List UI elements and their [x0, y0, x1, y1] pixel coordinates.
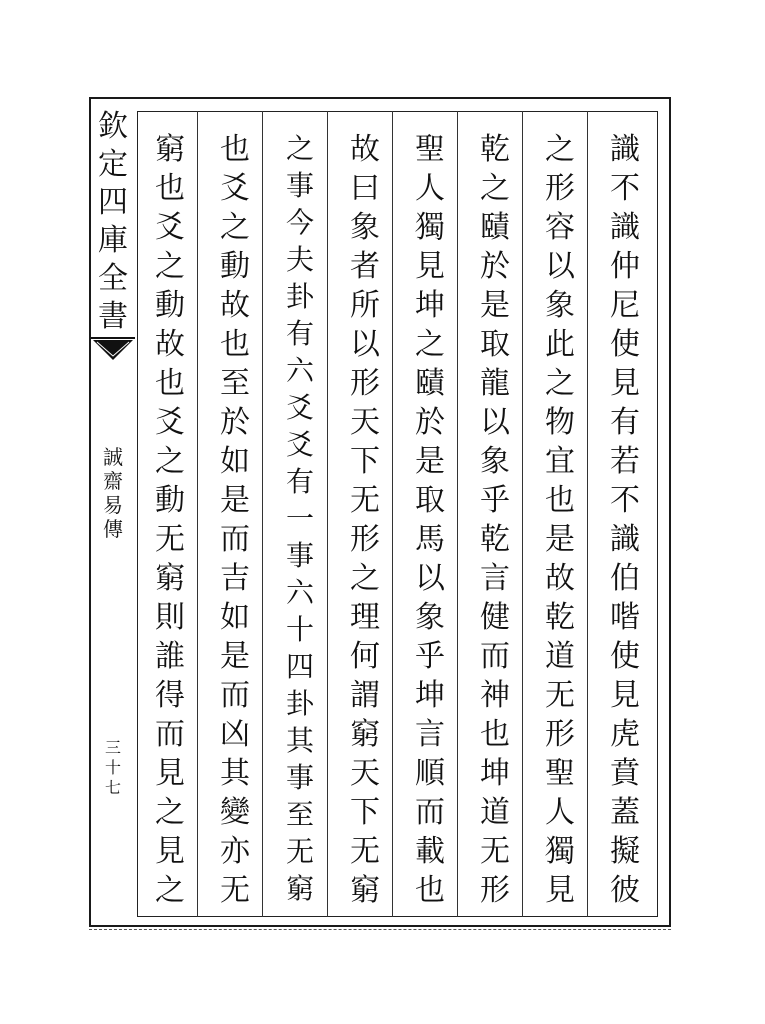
text-glyph: 於	[220, 405, 250, 440]
text-column	[207, 130, 263, 910]
text-glyph: 无	[350, 483, 380, 518]
text-glyph: 夫	[285, 243, 314, 276]
text-glyph: 彼	[610, 873, 640, 908]
margin-collection-title	[89, 108, 137, 336]
text-glyph: 虎	[610, 717, 640, 752]
text-glyph: 見	[155, 834, 185, 869]
text-glyph: 窮	[350, 873, 380, 908]
text-glyph: 无	[545, 678, 575, 713]
text-glyph: 象	[350, 210, 380, 245]
text-glyph: 何	[350, 639, 380, 674]
text-glyph: 是	[220, 639, 250, 674]
text-glyph: 至	[220, 366, 250, 401]
text-glyph: 事	[285, 539, 314, 572]
text-glyph: 而	[220, 678, 250, 713]
text-glyph: 理	[350, 600, 380, 635]
text-glyph: 四	[285, 650, 314, 683]
text-glyph: 坤	[415, 288, 445, 323]
text-glyph: 於	[415, 405, 445, 440]
margin-glyph: 易	[103, 493, 123, 517]
text-glyph: 識	[610, 210, 640, 245]
text-glyph: 天	[350, 405, 380, 440]
margin-glyph: 欽	[98, 109, 128, 144]
text-glyph: 形	[480, 873, 510, 908]
margin-glyph: 庫	[98, 223, 128, 258]
text-glyph: 載	[415, 834, 445, 869]
text-glyph: 見	[545, 873, 575, 908]
text-glyph: 故	[545, 561, 575, 596]
text-glyph: 窮	[155, 561, 185, 596]
text-glyph: 坤	[480, 756, 510, 791]
text-glyph: 謂	[350, 678, 380, 713]
text-glyph: 今	[285, 206, 314, 239]
text-glyph: 也	[415, 873, 445, 908]
text-glyph: 而	[480, 639, 510, 674]
margin-glyph: 七	[104, 778, 121, 797]
margin-page-number	[89, 738, 137, 798]
text-glyph: 爻	[285, 428, 314, 461]
margin-glyph: 誠	[103, 445, 123, 469]
text-glyph: 之	[480, 171, 510, 206]
text-glyph: 賾	[480, 210, 510, 245]
text-glyph: 之	[545, 366, 575, 401]
text-glyph: 言	[480, 561, 510, 596]
text-glyph: 伯	[610, 561, 640, 596]
text-glyph: 動	[220, 249, 250, 284]
text-glyph: 之	[285, 132, 314, 165]
text-glyph: 窮	[155, 132, 185, 167]
text-glyph: 以	[480, 405, 510, 440]
text-glyph: 爻	[285, 391, 314, 424]
text-glyph: 六	[285, 576, 314, 609]
text-glyph: 曰	[350, 171, 380, 206]
text-glyph: 窮	[285, 872, 314, 905]
text-glyph: 卦	[285, 280, 314, 313]
text-glyph: 使	[610, 327, 640, 362]
text-glyph: 爻	[220, 171, 250, 206]
bottom-rule	[89, 929, 671, 930]
text-glyph: 爻	[155, 210, 185, 245]
text-glyph: 一	[285, 502, 314, 535]
text-glyph: 如	[220, 600, 250, 635]
text-glyph: 而	[415, 795, 445, 830]
text-column	[597, 130, 653, 910]
text-glyph: 仲	[610, 249, 640, 284]
margin-glyph: 四	[98, 185, 128, 220]
text-glyph: 爻	[155, 405, 185, 440]
text-glyph: 之	[350, 561, 380, 596]
text-glyph: 窮	[350, 717, 380, 752]
text-glyph: 无	[220, 873, 250, 908]
text-glyph: 此	[545, 327, 575, 362]
text-glyph: 无	[155, 522, 185, 557]
text-glyph: 坤	[415, 678, 445, 713]
text-glyph: 是	[415, 444, 445, 479]
text-glyph: 乾	[480, 522, 510, 557]
text-glyph: 象	[545, 288, 575, 323]
text-glyph: 喈	[610, 600, 640, 635]
text-glyph: 也	[155, 366, 185, 401]
text-glyph: 形	[545, 717, 575, 752]
text-glyph: 而	[220, 522, 250, 557]
margin-book-title	[89, 445, 137, 541]
text-glyph: 蓋	[610, 795, 640, 830]
text-glyph: 健	[480, 600, 510, 635]
text-glyph: 見	[415, 249, 445, 284]
fish-tail-mark-icon	[91, 336, 135, 364]
margin-glyph: 全	[98, 261, 128, 296]
margin-glyph: 齋	[103, 469, 123, 493]
text-glyph: 十	[285, 613, 314, 646]
text-glyph: 賁	[610, 756, 640, 791]
text-glyph: 象	[415, 600, 445, 635]
text-glyph: 下	[350, 795, 380, 830]
text-glyph: 動	[155, 483, 185, 518]
text-glyph: 也	[220, 132, 250, 167]
text-glyph: 至	[285, 798, 314, 831]
text-glyph: 无	[285, 835, 314, 868]
text-glyph: 變	[220, 795, 250, 830]
margin-glyph: 三	[104, 738, 121, 757]
text-glyph: 天	[350, 756, 380, 791]
text-glyph: 之	[155, 444, 185, 479]
text-glyph: 其	[220, 756, 250, 791]
text-glyph: 獨	[415, 210, 445, 245]
text-glyph: 有	[285, 465, 314, 498]
text-glyph: 形	[350, 522, 380, 557]
text-glyph: 之	[220, 210, 250, 245]
text-glyph: 乎	[480, 483, 510, 518]
text-glyph: 以	[350, 327, 380, 362]
text-glyph: 亦	[220, 834, 250, 869]
text-glyph: 使	[610, 639, 640, 674]
text-glyph: 也	[155, 171, 185, 206]
text-glyph: 无	[480, 834, 510, 869]
text-glyph: 之	[155, 873, 185, 908]
text-glyph: 故	[220, 288, 250, 323]
text-glyph: 道	[545, 639, 575, 674]
text-glyph: 見	[155, 756, 185, 791]
text-glyph: 見	[610, 366, 640, 401]
text-glyph: 乎	[415, 639, 445, 674]
text-glyph: 馬	[415, 522, 445, 557]
text-glyph: 識	[610, 522, 640, 557]
text-glyph: 順	[415, 756, 445, 791]
text-glyph: 所	[350, 288, 380, 323]
text-column	[337, 130, 393, 910]
text-glyph: 獨	[545, 834, 575, 869]
text-glyph: 宜	[545, 444, 575, 479]
text-glyph: 聖	[415, 132, 445, 167]
text-glyph: 卦	[285, 687, 314, 720]
text-glyph: 形	[545, 171, 575, 206]
margin-glyph: 傳	[103, 517, 123, 541]
text-glyph: 以	[415, 561, 445, 596]
text-column	[402, 130, 458, 910]
text-glyph: 賾	[415, 366, 445, 401]
text-column	[532, 130, 588, 910]
text-glyph: 是	[480, 288, 510, 323]
text-glyph: 乾	[480, 132, 510, 167]
text-glyph: 也	[480, 717, 510, 752]
text-glyph: 者	[350, 249, 380, 284]
text-glyph: 聖	[545, 756, 575, 791]
text-glyph: 下	[350, 444, 380, 479]
text-glyph: 識	[610, 132, 640, 167]
text-glyph: 言	[415, 717, 445, 752]
text-glyph: 形	[350, 366, 380, 401]
text-glyph: 見	[610, 678, 640, 713]
margin-glyph: 書	[98, 299, 128, 334]
text-column	[142, 130, 198, 910]
text-glyph: 而	[155, 717, 185, 752]
text-glyph: 故	[350, 132, 380, 167]
text-glyph: 物	[545, 405, 575, 440]
text-glyph: 不	[610, 483, 640, 518]
text-glyph: 龍	[480, 366, 510, 401]
text-glyph: 人	[545, 795, 575, 830]
margin-glyph: 定	[98, 147, 128, 182]
text-glyph: 神	[480, 678, 510, 713]
text-glyph: 則	[155, 600, 185, 635]
text-glyph: 是	[220, 483, 250, 518]
text-column	[467, 130, 523, 910]
text-glyph: 乾	[545, 600, 575, 635]
text-glyph: 以	[545, 249, 575, 284]
text-glyph: 吉	[220, 561, 250, 596]
text-glyph: 之	[545, 132, 575, 167]
text-glyph: 尼	[610, 288, 640, 323]
text-glyph: 於	[480, 249, 510, 284]
text-glyph: 若	[610, 444, 640, 479]
text-glyph: 故	[155, 327, 185, 362]
text-glyph: 之	[415, 327, 445, 362]
text-glyph: 如	[220, 444, 250, 479]
text-glyph: 也	[545, 483, 575, 518]
margin-glyph: 十	[104, 758, 121, 777]
text-glyph: 有	[285, 317, 314, 350]
text-glyph: 也	[220, 327, 250, 362]
text-glyph: 得	[155, 678, 185, 713]
text-glyph: 事	[285, 169, 314, 202]
text-glyph: 是	[545, 522, 575, 557]
text-glyph: 取	[480, 327, 510, 362]
text-glyph: 之	[155, 249, 185, 284]
text-glyph: 取	[415, 483, 445, 518]
text-glyph: 道	[480, 795, 510, 830]
text-glyph: 六	[285, 354, 314, 387]
text-glyph: 人	[415, 171, 445, 206]
text-glyph: 其	[285, 724, 314, 757]
text-glyph: 容	[545, 210, 575, 245]
text-glyph: 擬	[610, 834, 640, 869]
text-glyph: 无	[350, 834, 380, 869]
text-glyph: 不	[610, 171, 640, 206]
text-glyph: 誰	[155, 639, 185, 674]
text-column	[272, 130, 328, 910]
text-glyph: 有	[610, 405, 640, 440]
text-glyph: 象	[480, 444, 510, 479]
text-glyph: 事	[285, 761, 314, 794]
text-glyph: 凶	[220, 717, 250, 752]
text-glyph: 之	[155, 795, 185, 830]
text-glyph: 動	[155, 288, 185, 323]
